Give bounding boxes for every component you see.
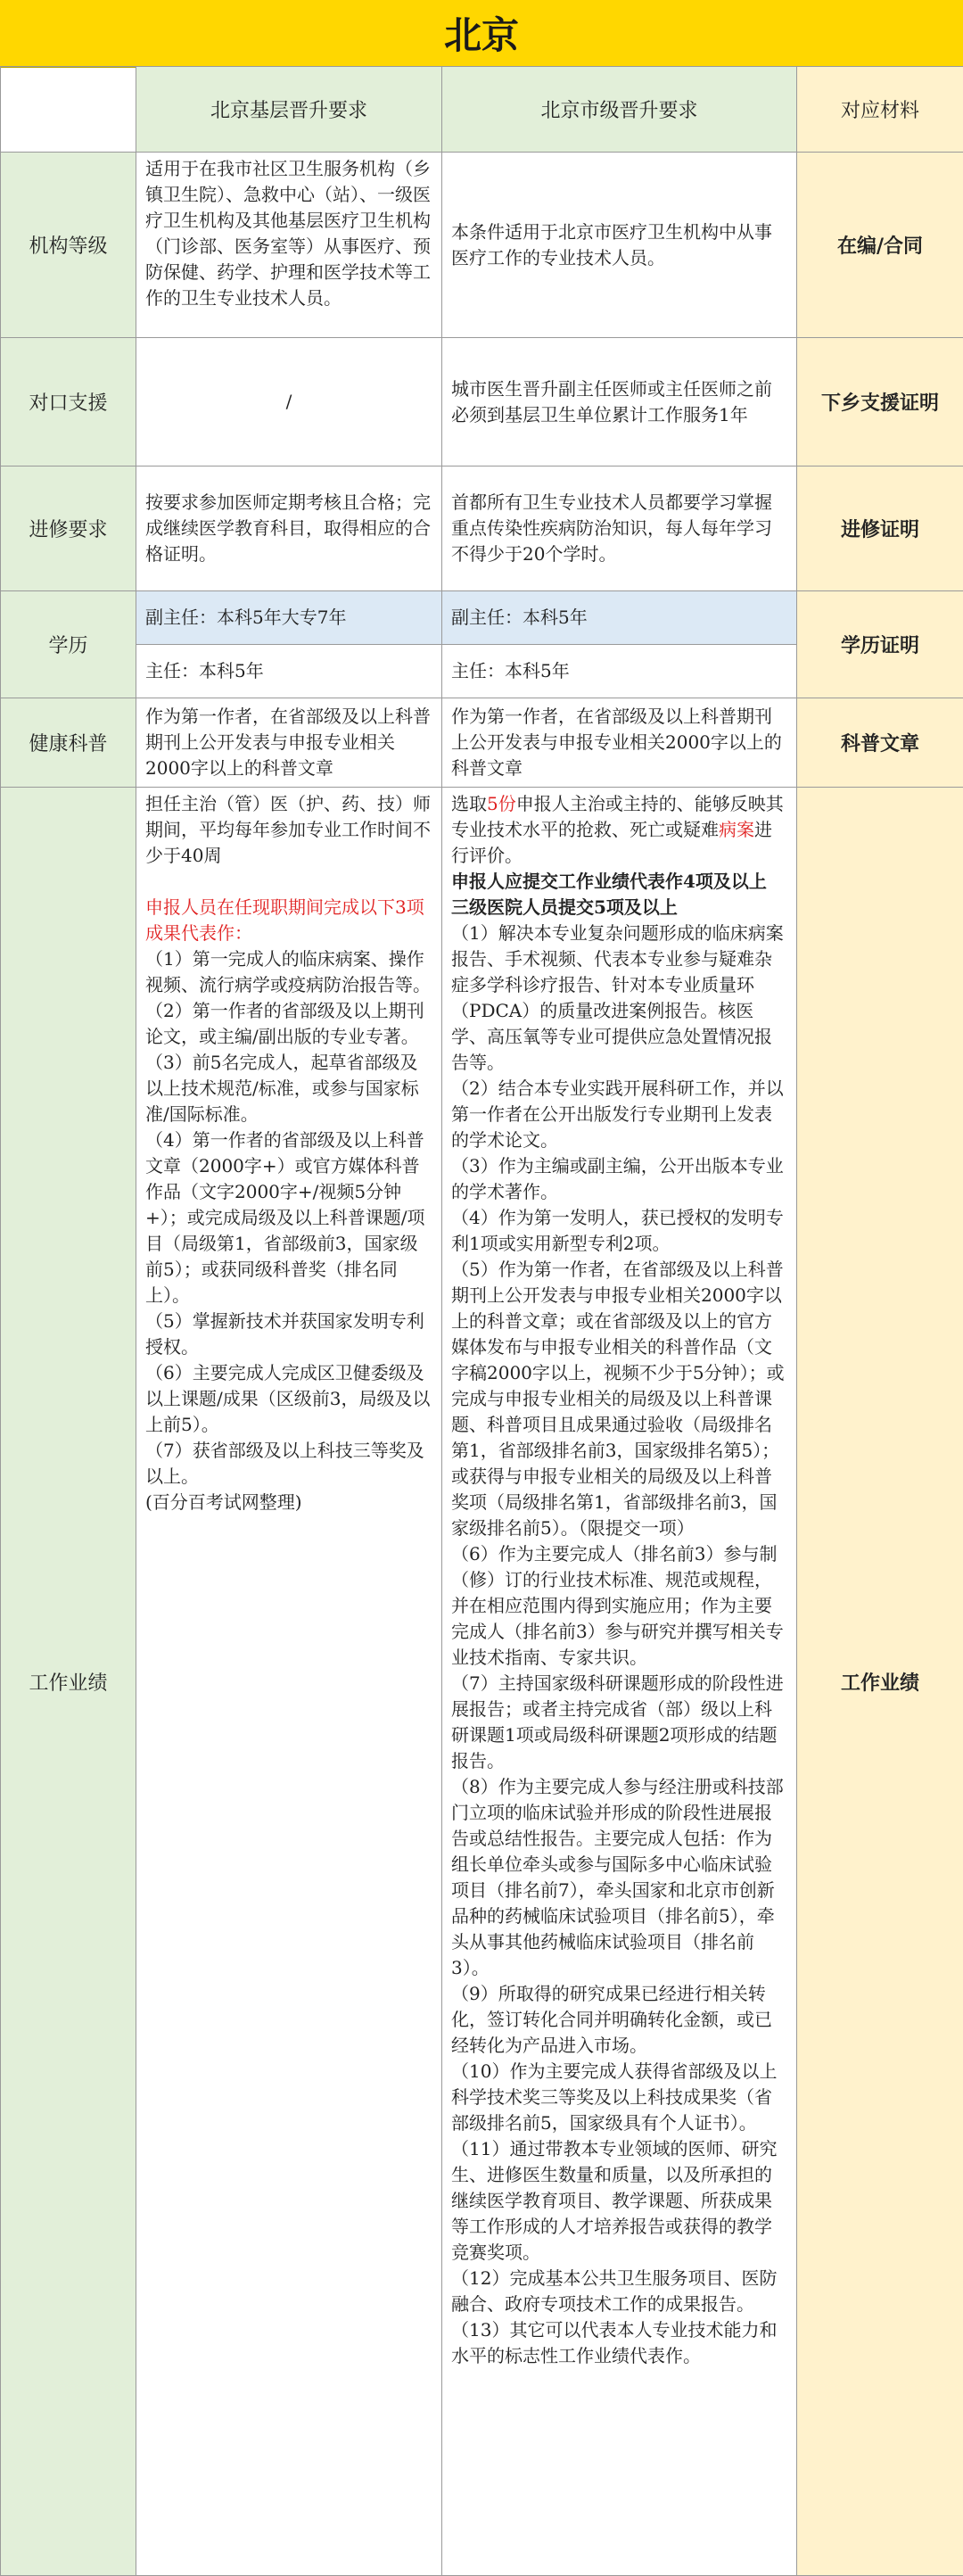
support-basic: / xyxy=(136,338,442,466)
list-item: （2）第一作者的省部级及以上期刊论文，或主编/副出版的专业专著。 xyxy=(145,1000,424,1047)
requirements-table xyxy=(0,66,963,2576)
list-item: （7）获省部级及以上科技三等奖及以上。 xyxy=(145,1440,424,1487)
row-label-health: 健康科普 xyxy=(1,698,136,788)
work-basic xyxy=(136,788,442,2576)
table-row xyxy=(1,788,963,2576)
source-note: (百分百考试网整理) xyxy=(145,1491,302,1513)
row-label-level: 机构等级 xyxy=(1,153,136,338)
page-title: 北京 xyxy=(0,0,963,68)
study-city: 首都所有卫生专业技术人员都要学习掌握重点传染性疾病防治知识，每人每年学习不得少于20个学时。 xyxy=(442,466,797,591)
table-row xyxy=(1,338,963,466)
row-label-study: 进修要求 xyxy=(1,466,136,591)
material-health: 科普文章 xyxy=(797,698,963,788)
row-label-edu: 学历 xyxy=(1,591,136,698)
edu-basic-deputy: 副主任：本科5年大专7年 xyxy=(136,591,442,645)
edu-basic-chief: 主任：本科5年 xyxy=(136,645,442,698)
list-item: （11）通过带教本专业领域的医师、研究生、进修医生数量和质量，以及所承担的继续医学教育项目、教学课题、所获成果等工作形成的人才培养报告或获得的教学竞赛奖项。 xyxy=(451,2138,778,2263)
health-city: 作为第一作者，在省部级及以上科普期刊上公开发表与申报专业相关2000字以上的科普文章 xyxy=(442,698,797,788)
work-basic-intro: 担任主治（管）医（护、药、技）师期间，平均每年参加专业工作时间不少于40周 xyxy=(145,793,431,866)
list-item: （5）作为第一作者，在省部级及以上科普期刊上公开发表与申报专业相关2000字以上的科普文章；或在省部级及以上的官方媒体发布与申报专业相关的科普作品（文字稿2000字以上，视频不少于5分钟）；或完成与申报专业相关的局级及以上科普课题、科普项目且成果通过验收（局级排名第1，省部级排名前3，国家级排名第5）；或获得与申报专业相关的局级及以上科普奖项（局级排名第1，省部级排名前3，国家级排名前5）。（限提交一项） xyxy=(451,1259,785,1539)
work-basic-red-heading: 申报人员在任现职期间完成以下3项成果代表作： xyxy=(145,896,424,944)
header-basic: 北京基层晋升要求 xyxy=(136,67,442,153)
support-city: 城市医生晋升副主任医师或主任医师之前必须到基层卫生单位累计工作服务1年 xyxy=(442,338,797,466)
list-item: （8）作为主要完成人参与经注册或科技部门立项的临床试验并形成的阶段性进展报告或总结性报告。主要完成人包括：作为组长单位牵头或参与国际多中心临床试验项目（排名前7），牵头国家和北京市创新品种的药械临床试验项目（排名前5），牵头从事其他药械临床试验项目（排名前3）。 xyxy=(451,1776,784,1978)
work-city-intro: 选取5份申报人主治或主持的、能够反映其专业技术水平的抢救、死亡或疑难病案进行评价。 xyxy=(451,793,784,866)
list-item: （1）第一完成人的临床病案、操作视频、流行病学或疫病防治报告等。 xyxy=(145,948,431,995)
list-item: （4）第一作者的省部级及以上科普文章（2000字+）或官方媒体科普作品（文字2000字+/视频5分钟+）；或完成局级及以上科普课题/项目（局级第1，省部级前3，国家级前5）；或获同级科普奖（排名同上）。 xyxy=(145,1129,425,1306)
header-blank xyxy=(1,67,136,153)
header-city: 北京市级晋升要求 xyxy=(442,67,797,153)
table-header-row xyxy=(1,67,963,153)
header-material: 对应材料 xyxy=(797,67,963,153)
table-row xyxy=(1,153,963,338)
list-item: （1）解决本专业复杂问题形成的临床病案报告、手术视频、代表本专业参与疑难杂症多学科诊疗报告、针对本专业质量环（PDCA）的质量改进案例报告。核医学、高压氧等专业可提供应急处置情况报告等。 xyxy=(451,922,784,1073)
level-city: 本条件适用于北京市医疗卫生机构中从事医疗工作的专业技术人员。 xyxy=(442,153,797,338)
list-item: （5）掌握新技术并获国家发明专利授权。 xyxy=(145,1310,424,1358)
list-item: （2）结合本专业实践开展科研工作，并以第一作者在公开出版发行专业期刊上发表的学术论文。 xyxy=(451,1077,784,1151)
material-support: 下乡支援证明 xyxy=(797,338,963,466)
table-row xyxy=(1,698,963,788)
work-city xyxy=(442,788,797,2576)
list-item: （12）完成基本公共卫生服务项目、医防融合、政府专项技术工作的成果报告。 xyxy=(451,2267,778,2315)
edu-city-chief: 主任：本科5年 xyxy=(442,645,797,698)
work-city-bold-1: 申报人应提交工作业绩代表作4项及以上 xyxy=(451,871,767,892)
material-edu: 学历证明 xyxy=(797,591,963,698)
level-basic: 适用于在我市社区卫生服务机构（乡镇卫生院）、急救中心（站）、一级医疗卫生机构及其他基层医疗卫生机构（门诊部、医务室等）从事医疗、预防保健、药学、护理和医学技术等工作的卫生专业技术人员。 xyxy=(136,153,442,338)
list-item: （3）作为主编或副主编，公开出版本专业的学术著作。 xyxy=(451,1155,784,1202)
list-item: （6）主要完成人完成区卫健委级及以上课题/成果（区级前3，局级及以上前5）。 xyxy=(145,1362,431,1435)
list-item: （6）作为主要完成人（排名前3）参与制（修）订的行业技术标准、规范或规程，并在相应范围内得到实施应用；作为主要完成人（排名前3）参与研究并撰写相关专业技术指南、专家共识。 xyxy=(451,1543,784,1668)
row-label-support: 对口支援 xyxy=(1,338,136,466)
list-item: （13）其它可以代表本人专业技术能力和水平的标志性工作业绩代表作。 xyxy=(451,2319,778,2366)
material-level: 在编/合同 xyxy=(797,153,963,338)
list-item: （4）作为第一发明人，获已授权的发明专利1项或实用新型专利2项。 xyxy=(451,1207,784,1254)
list-item: （3）前5名完成人，起草省部级及以上技术规范/标准，或参与国家标准/国际标准。 xyxy=(145,1052,419,1125)
material-work: 工作业绩 xyxy=(797,788,963,2576)
material-study: 进修证明 xyxy=(797,466,963,591)
list-item: （9）所取得的研究成果已经进行相关转化，签订转化合同并明确转化金额，或已经转化为产品进入市场。 xyxy=(451,1983,772,2056)
list-item: （7）主持国家级科研课题形成的阶段性进展报告；或者主持完成省（部）级以上科研课题1项或局级科研课题2项形成的结题报告。 xyxy=(451,1672,784,1771)
health-basic: 作为第一作者，在省部级及以上科普期刊上公开发表与申报专业相关2000字以上的科普文章 xyxy=(136,698,442,788)
list-item: （10）作为主要完成人获得省部级及以上科学技术奖三等奖及以上科技成果奖（省部级排名前5，国家级具有个人证书）。 xyxy=(451,2060,778,2134)
work-city-bold-2: 三级医院人员提交5项及以上 xyxy=(451,896,678,918)
edu-city-deputy: 副主任：本科5年 xyxy=(442,591,797,645)
table-row xyxy=(1,591,963,645)
table-row xyxy=(1,466,963,591)
study-basic: 按要求参加医师定期考核且合格；完成继续医学教育科目，取得相应的合格证明。 xyxy=(136,466,442,591)
row-label-work: 工作业绩 xyxy=(1,788,136,2576)
